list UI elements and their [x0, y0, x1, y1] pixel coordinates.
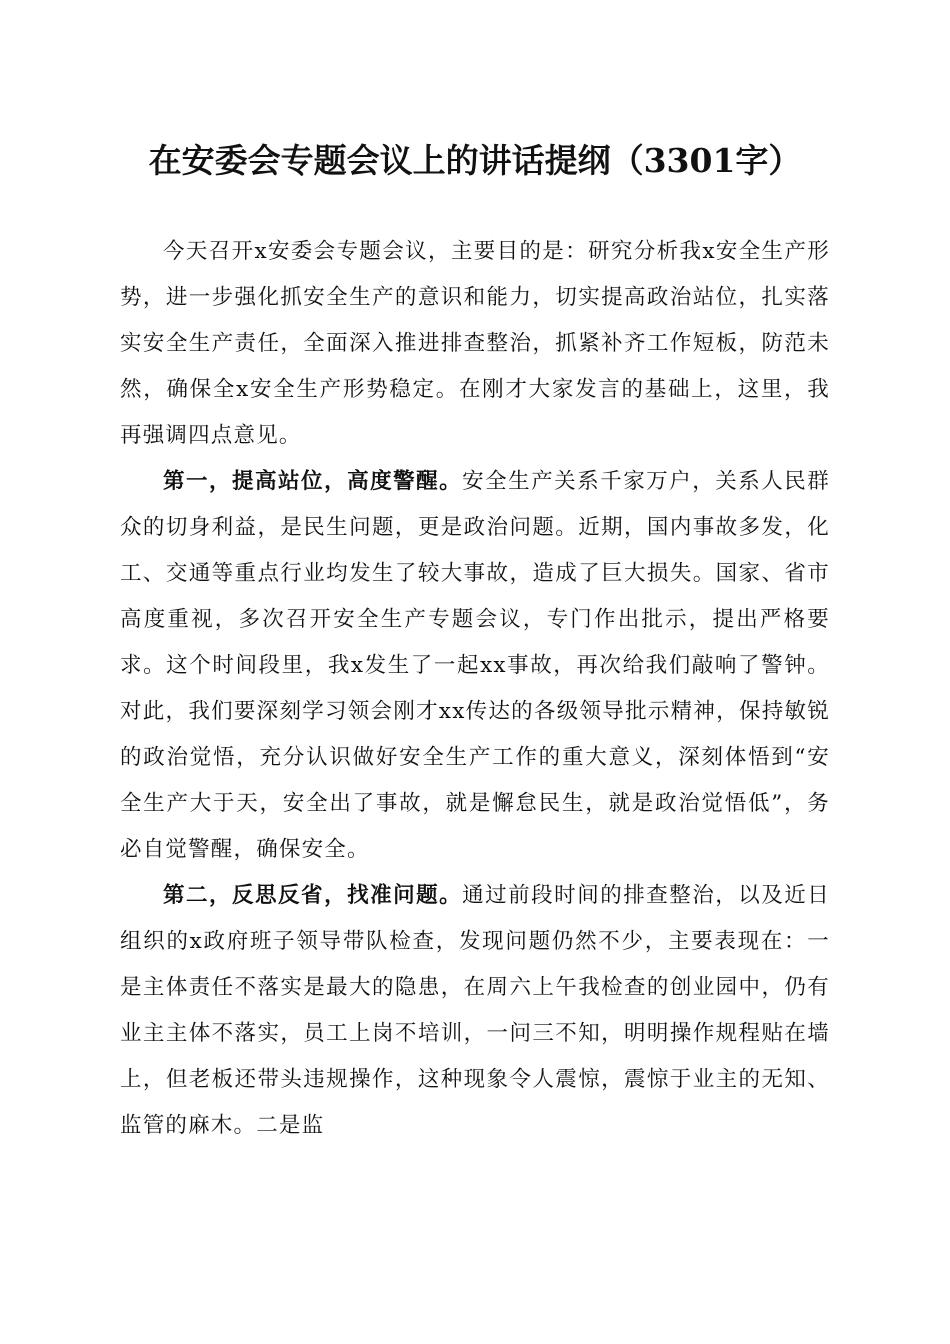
paragraph-first-point — [120, 459, 830, 873]
paragraph-text: 通过前段时间的排查整治，以及近日组织的x政府班子领导带队检查，发现问题仍然不少，主要表现在：一是主体责任不落实是最大的隐患，在周六上午我检查的创业园中，仍有业主主体不落实，员工上岗不培训，一问三不知，明明操作规程贴在墙上，但老板还带头违规操作，这种现象令人震惊，震惊于业主的无知、监管的麻木。二是监 — [120, 883, 830, 1138]
document-body — [120, 229, 830, 1149]
paragraph-lead: 第一，提高站位，高度警醒。 — [163, 469, 463, 494]
document-title: 在安委会专题会议上的讲话提纲（3301字） — [148, 141, 802, 180]
paragraph-second-point — [120, 873, 830, 1149]
paragraph-lead: 第二，反思反省，找准问题。 — [163, 883, 463, 908]
paragraph-text: 今天召开x安委会专题会议，主要目的是：研究分析我x安全生产形势，进一步强化抓安全生产的意识和能力，切实提高政治站位，扎实落实安全生产责任，全面深入推进排查整治，抓紧补齐工作短板，防范未然，确保全x安全生产形势稳定。在刚才大家发言的基础上，这里，我再强调四点意见。 — [120, 239, 830, 448]
paragraph-intro — [120, 229, 830, 459]
paragraph-text: 安全生产关系千家万户，关系人民群众的切身利益，是民生问题，更是政治问题。近期，国内事故多发，化工、交通等重点行业均发生了较大事故，造成了巨大损失。国家、省市高度重视，多次召开安全生产专题会议，专门作出批示，提出严格要求。这个时间段里，我x发生了一起xx事故，再次给我们敲响了警钟。对此，我们要深刻学习领会刚才xx传达的各级领导批示精神，保持敏锐的政治觉悟，充分认识做好安全生产工作的重大意义，深刻体悟到“安全生产大于天，安全出了事故，就是懈怠民生，就是政治觉悟低”，务必自觉警醒，确保安全。 — [120, 469, 830, 862]
